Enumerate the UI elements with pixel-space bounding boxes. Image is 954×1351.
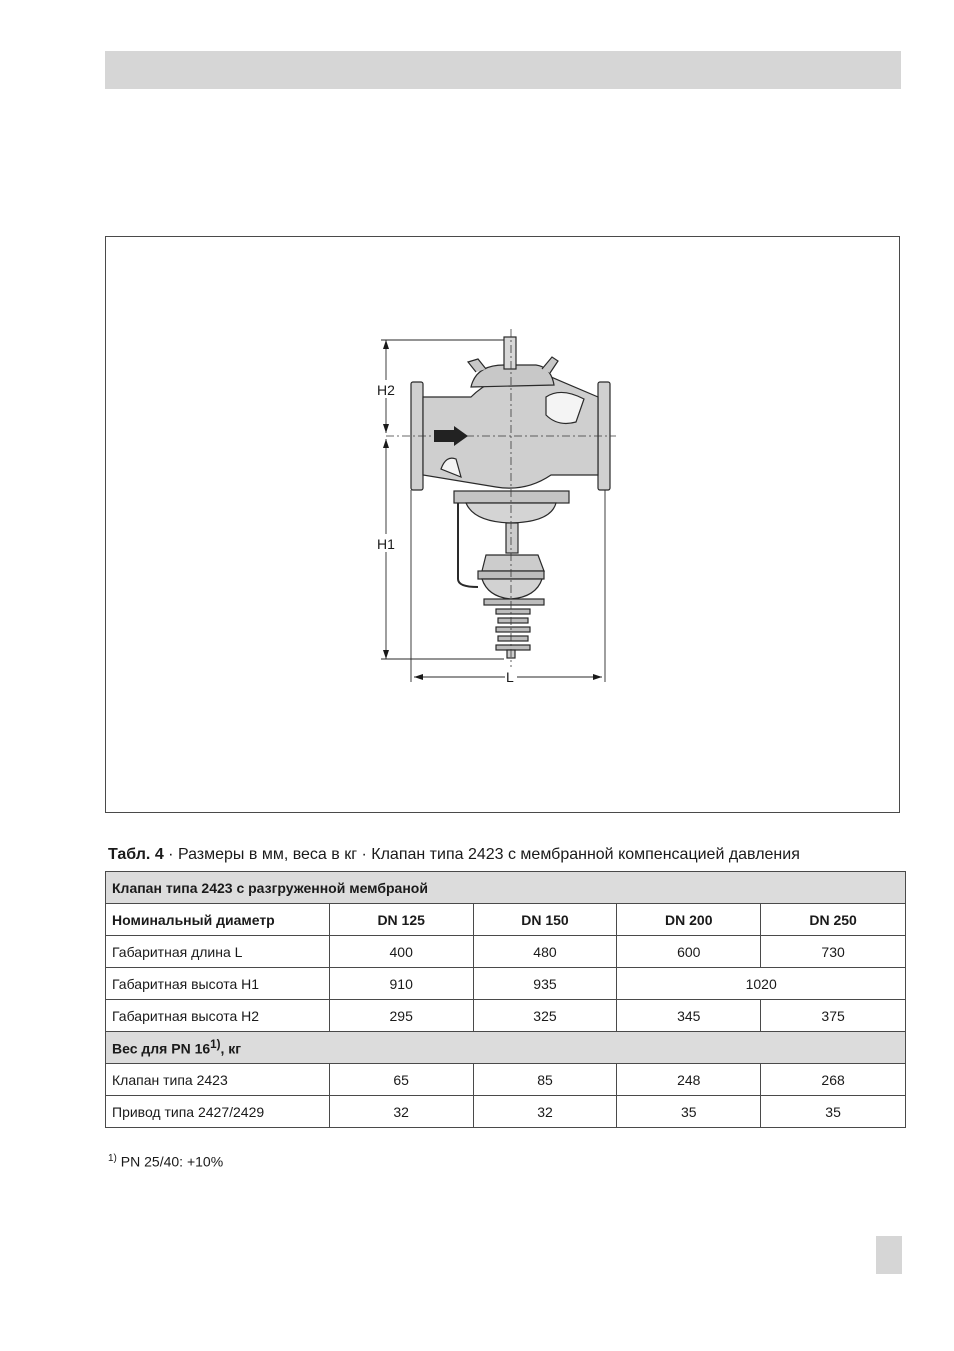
section-heading: Клапан типа 2423 с разгруженной мембраной — [106, 872, 906, 904]
table-cell: 730 — [761, 936, 906, 968]
table-cell: 480 — [473, 936, 617, 968]
header-cell: DN 250 — [761, 904, 906, 936]
table-cell: 32 — [473, 1096, 617, 1128]
weight-heading-prefix: Вес для PN 16 — [112, 1040, 211, 1057]
table-cell: 85 — [473, 1064, 617, 1096]
weight-heading-suffix: , кг — [220, 1040, 242, 1057]
table-number: Табл. 4 — [108, 846, 164, 863]
row-label: Габаритная высота H1 — [106, 968, 330, 1000]
table-row — [106, 1096, 906, 1128]
table-cell: 268 — [761, 1064, 906, 1096]
row-label: Привод типа 2427/2429 — [106, 1096, 330, 1128]
table-row — [106, 1000, 906, 1032]
table-cell: 1020 — [617, 968, 906, 1000]
table-cell: 65 — [329, 1064, 473, 1096]
table-cell: 35 — [617, 1096, 761, 1128]
table-cell: 325 — [473, 1000, 617, 1032]
table-section-row — [106, 1032, 906, 1064]
header-cell: DN 150 — [473, 904, 617, 936]
table-header-row — [106, 904, 906, 936]
table-section-row — [106, 872, 906, 904]
row-label: Габаритная высота H2 — [106, 1000, 330, 1032]
footnote — [108, 1153, 223, 1170]
body-bottom-flange — [454, 491, 569, 503]
valve-drawing — [106, 237, 901, 814]
stem — [504, 337, 516, 369]
header-cell: Номинальный диаметр — [106, 904, 330, 936]
table-cell: 935 — [473, 968, 617, 1000]
dimensions-table — [105, 871, 906, 1128]
footnote-text: PN 25/40: +10% — [116, 1153, 224, 1170]
setpoint-spring — [496, 609, 530, 650]
table-cell: 295 — [329, 1000, 473, 1032]
figure-frame — [105, 236, 900, 813]
row-label: Клапан типа 2423 — [106, 1064, 330, 1096]
page-tab — [876, 1236, 902, 1274]
table-cell: 345 — [617, 1000, 761, 1032]
actuator-top — [482, 555, 544, 571]
table-cell: 910 — [329, 968, 473, 1000]
header-bar — [105, 51, 901, 89]
row-label: Габаритная длина L — [106, 936, 330, 968]
table-row — [106, 968, 906, 1000]
table-cell: 32 — [329, 1096, 473, 1128]
section-heading — [106, 1032, 906, 1064]
table-cell: 400 — [329, 936, 473, 968]
table-caption-text: · Размеры в мм, веса в кг · Клапан типа 2423 с мембранной компенсацией давления — [163, 846, 800, 863]
table-row — [106, 1064, 906, 1096]
table-cell: 35 — [761, 1096, 906, 1128]
header-cell: DN 200 — [617, 904, 761, 936]
header-cell: DN 125 — [329, 904, 473, 936]
table-cell: 375 — [761, 1000, 906, 1032]
dimension-label-l: L — [506, 669, 514, 685]
dimension-label-h2: H2 — [377, 382, 395, 398]
table-caption — [108, 846, 800, 864]
footnote-ref: 1) — [210, 1038, 221, 1052]
table-cell: 600 — [617, 936, 761, 968]
table-row — [106, 936, 906, 968]
table-cell: 248 — [617, 1064, 761, 1096]
dimension-label-h1: H1 — [377, 536, 395, 552]
footnote-marker: 1) — [108, 1153, 117, 1164]
